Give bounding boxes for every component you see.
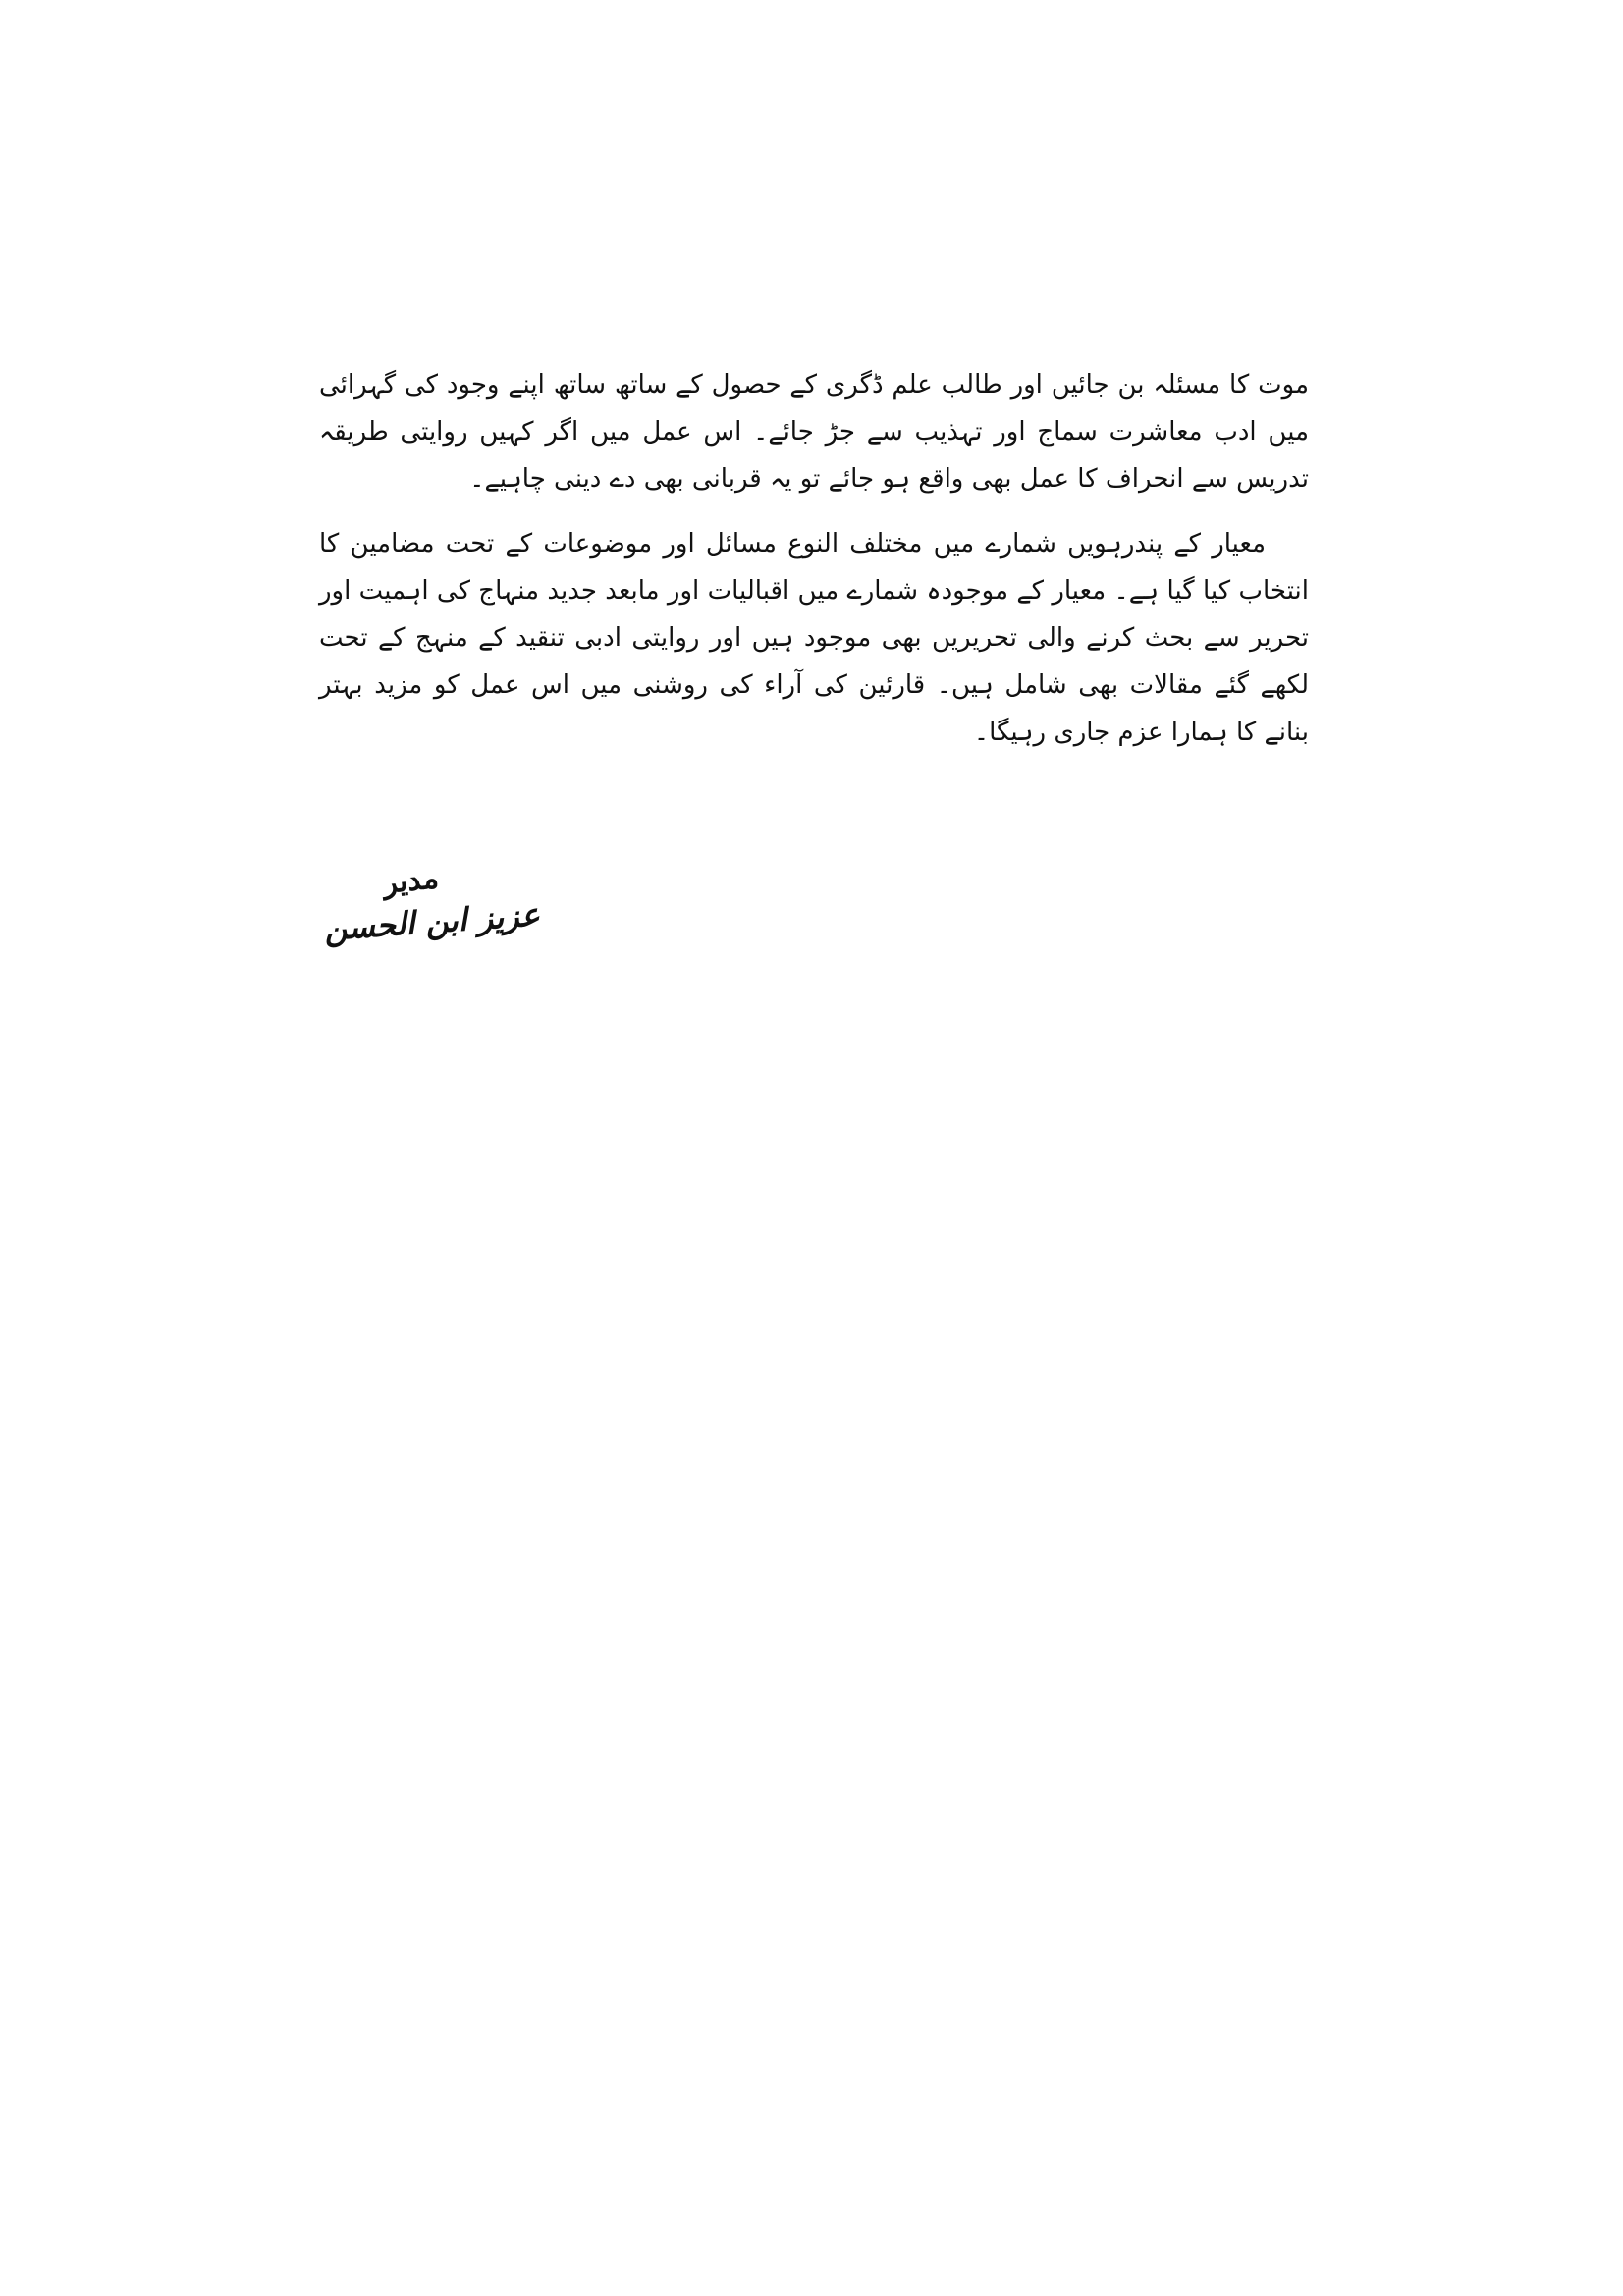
editor-signature [322, 861, 542, 972]
editor-name: عزیز ابن الحسن [322, 895, 542, 948]
body-text [319, 361, 1309, 756]
paragraph-1: موت کا مسئلہ بن جائیں اور طالب علم ڈگری کے حصول کے ساتھ ساتھ اپنے وجود کی گہرائی میں ادب معاشرت سماج اور تہذیب سے جڑ جائے۔ اس عمل میں اگر کہیں روایتی طریقہ تدریس سے انحراف کا عمل بھی واقع ہو جائے تو یہ قربانی بھی دے دینی چاہیے۔ [319, 370, 1309, 494]
editor-role: مدیر [381, 861, 441, 901]
paragraph-2: معیار کے پندرہویں شمارے میں مختلف النوع مسائل اور موضوعات کے تحت مضامین کا انتخاب کیا گیا ہے۔ معیار کے موجودہ شمارے میں اقبالیات اور مابعد جدید منہاج کی اہمیت اور تحریر سے بحث کرنے والی تحریریں بھی موجود ہیں اور روایتی ادبی تنقید کے منہج کے تحت لکھے گئے مقالات بھی شامل ہیں۔ قارئین کی آراء کی روشنی میں اس عمل کو مزید بہتر بنانے کا ہمارا عزم جاری رہیگا۔ [319, 529, 1309, 747]
